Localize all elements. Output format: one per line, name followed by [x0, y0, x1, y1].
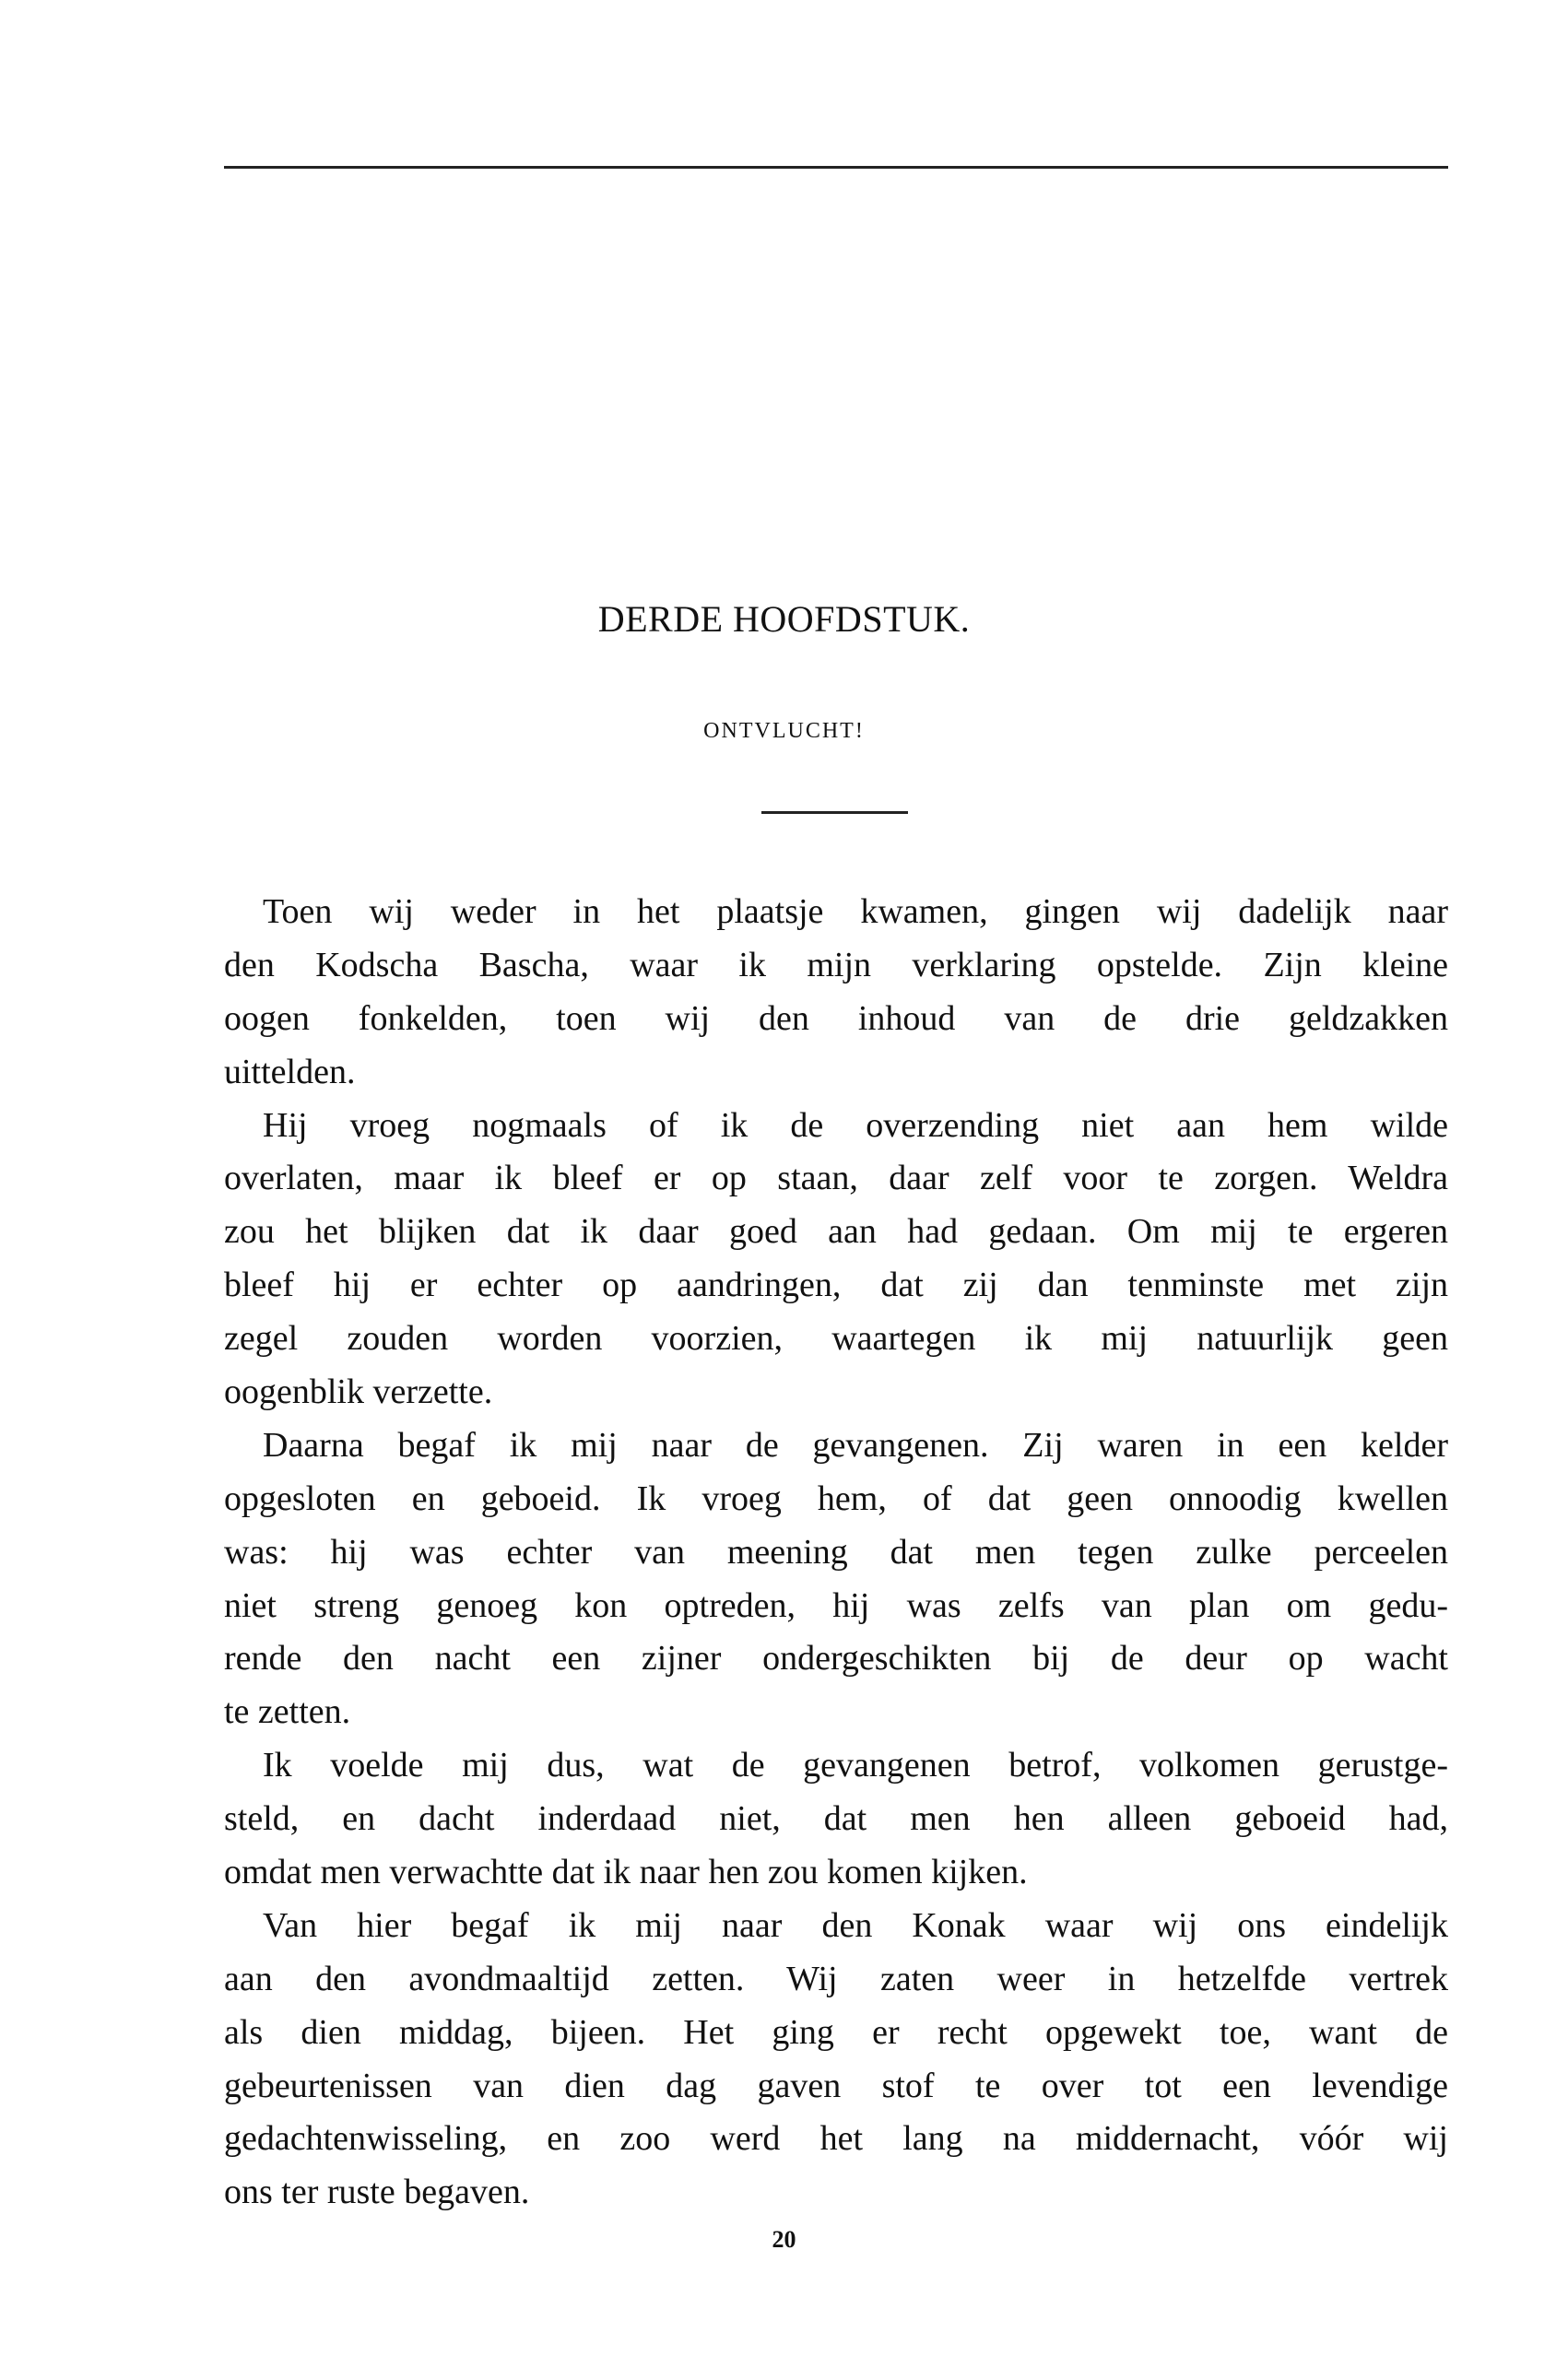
paragraph-line: aan den avondmaaltijd zetten. Wij zaten weer in hetzelfde vertrek	[224, 1959, 1448, 1998]
paragraph-line: omdat men verwachtte dat ik naar hen zou komen kijken.	[224, 1853, 1028, 1892]
chapter-subtitle: ONTVLUCHT!	[703, 719, 865, 743]
top-rule	[224, 166, 1448, 169]
paragraph-line: gebeurtenissen van dien dag gaven stof te over tot een levendige	[224, 2066, 1448, 2105]
paragraph-line: niet streng genoeg kon optreden, hij was zelfs van plan om gedu-	[224, 1585, 1448, 1625]
paragraph-line: Toen wij weder in het plaatsje kwamen, gingen wij dadelijk naar	[263, 892, 1448, 931]
paragraph-line: Van hier begaf ik mij naar den Konak waar wij ons eindelijk	[263, 1905, 1448, 1945]
paragraph-line: gedachtenwisseling, en zoo werd het lang na middernacht, vóór wij	[224, 2119, 1448, 2159]
paragraph-line: te zetten.	[224, 1692, 351, 1732]
chapter-heading: DERDE HOOFDSTUK.	[597, 598, 971, 640]
paragraph-line: oogenblik verzette.	[224, 1372, 493, 1412]
paragraph-line: als dien middag, bijeen. Het ging er recht opgewekt toe, want de	[224, 2012, 1448, 2052]
section-divider	[761, 811, 908, 814]
paragraph-line: Daarna begaf ik mij naar de gevangenen. Zij waren in een kelder	[263, 1425, 1448, 1465]
paragraph-line: den Kodscha Bascha, waar ik mijn verklaring opstelde. Zijn kleine	[224, 945, 1448, 984]
paragraph-line: Ik voelde mij dus, wat de gevangenen betrof, volkomen gerustge-	[263, 1746, 1448, 1785]
paragraph-line: rende den nacht een zijner ondergeschikten bij de deur op wacht	[224, 1639, 1448, 1679]
paragraph-line: oogen fonkelden, toen wij den inhoud van de drie geldzakken	[224, 998, 1448, 1038]
paragraph-line: ons ter ruste begaven.	[224, 2173, 530, 2212]
paragraph-line: was: hij was echter van meening dat men tegen zulke perceelen	[224, 1532, 1448, 1572]
paragraph-line: overlaten, maar ik bleef er op staan, daar zelf voor te zorgen. Weldra	[224, 1159, 1448, 1198]
paragraph-line: zegel zouden worden voorzien, waartegen ik mij natuurlijk geen	[224, 1319, 1448, 1359]
page-number: 20	[772, 2226, 796, 2253]
paragraph-line: bleef hij er echter op aandringen, dat zij dan tenminste met zijn	[224, 1266, 1448, 1305]
body-text	[224, 886, 1448, 2220]
paragraph-line: uittelden.	[224, 1052, 356, 1091]
paragraph-line: zou het blijken dat ik daar goed aan had gedaan. Om mij te ergeren	[224, 1212, 1448, 1252]
paragraph-line: opgesloten en geboeid. Ik vroeg hem, of dat geen onnoodig kwellen	[224, 1478, 1448, 1518]
paragraph-line: steld, en dacht inderdaad niet, dat men hen alleen geboeid had,	[224, 1799, 1448, 1839]
paragraph-line: Hij vroeg nogmaals of ik de overzending niet aan hem wilde	[263, 1105, 1448, 1145]
